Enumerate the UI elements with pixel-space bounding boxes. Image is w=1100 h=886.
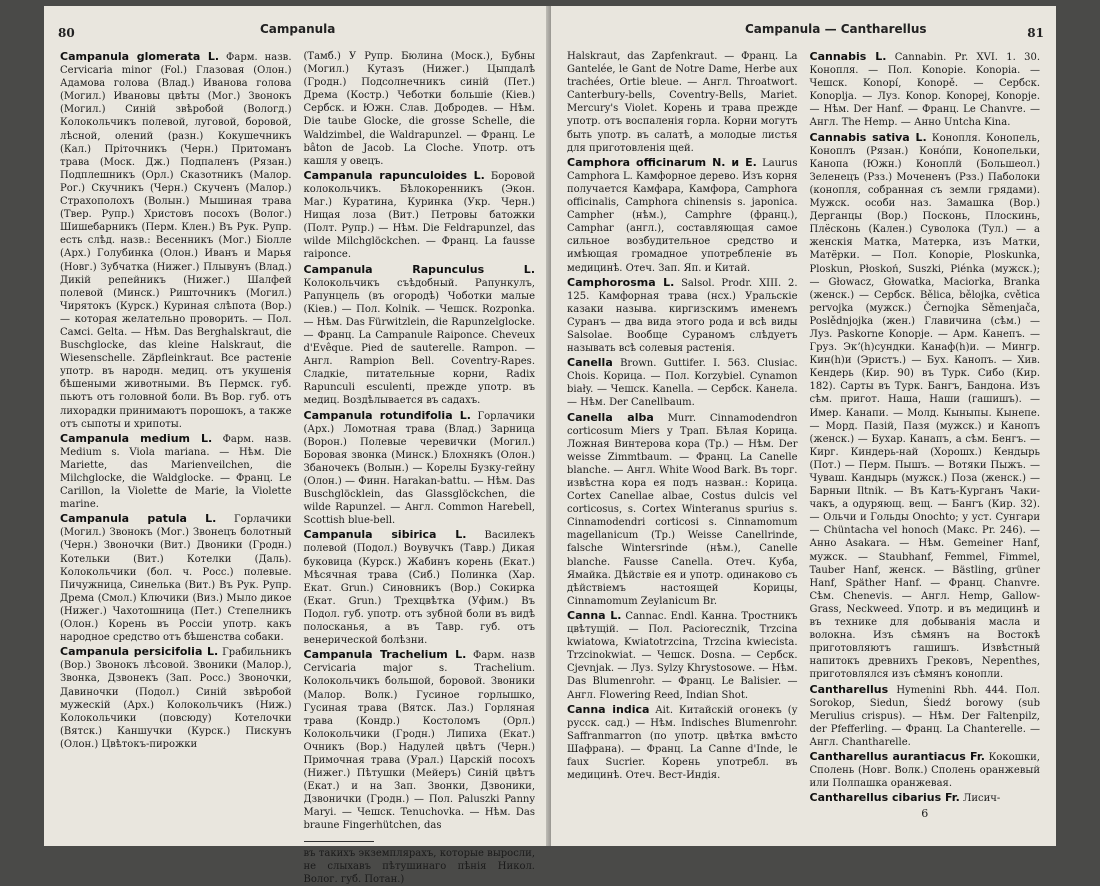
dictionary-entry bbox=[304, 648, 536, 832]
entry-text: Колокольчикъ съѣдобный. Рапункулъ, Рапунцель (въ огородѣ) Чоботки малые (Кіев.) — Пол. Kolnik. — Чешск. Rozponka. — Нѣм. Das Fürwitzlein, die Rapunzelglocke. — Франц. La Campanule Raiponce. Cheveux d'Evêque. Pied de sauterelle. Rampon. — Англ. Rampion Bell. Coventry-Rapes. Сладкіе, питательные корни, Radix Rapunculi esculenti, прежде употр. въ медиц. Воздѣлывается въ садахъ. bbox=[303, 277, 535, 407]
entry-headword: Camphora officinarum N. и E. bbox=[567, 155, 757, 169]
entry-text: Salsol. Prodr. XIII. 2. 125. Камфорная трава (нсх.) Уральскіе казаки называ. киргизскимъ именемъ Суранъ — два вида этого рода и всѣ виды Salsolae. Вообще Сураномъ слѣдуетъ называть всѣ солевыя растенія. bbox=[567, 277, 798, 355]
entry-text: Hymenini Rbh. 444. Пол. Sorokop, Siedun, Śiedź borowy (sub Merulius crispus). — Нѣм. Der Faltenpilz, der Pfefferling. — Франц. La Chanterelle. — Англ. Chantharelle. bbox=[809, 684, 1040, 748]
dictionary-entry bbox=[304, 409, 536, 528]
entry-headword: Canna indica bbox=[567, 702, 650, 716]
entry-text: Laurus Camphora L. Камфорное дерево. Изъ корня получается Камфара, Камфора, Camphora officinalis, Camphora chinensis s. japonica. Campher (нѣм.), Camphre (франц.), Camphar (англ.), составляющая самое сильное возбудительное средство и имѣющая громадное употребленіе въ медицинѣ. Отеч. Зап. Яп. и Китай. bbox=[567, 157, 798, 274]
dictionary-entry bbox=[60, 512, 292, 644]
dictionary-entry bbox=[810, 683, 1041, 749]
entry-text: Грабильникъ (Вор.) Звонокъ лѣсовой. Звоники (Малор.), Звонка, Дзвонекъ (Зап. Росс.) Звоночки, Давиночки (Подол.) Синій звѣробой мужескій (Арх.) Колокольчикъ (Ниж.) Колокольчики (повсюду) Котелочки (Вятск.) Каншучки (Курск.) Пискунъ (Олон.) Цвѣтокъ-пирожки bbox=[60, 647, 292, 750]
left-page-number: 80 bbox=[58, 26, 75, 40]
entry-text: Кокошки, Сполень (Новг. Волк.) Сполень оранжевый или Полпашка оранжевая. bbox=[809, 751, 1040, 790]
entry-headword: Campanula persicifolia L. bbox=[60, 645, 219, 659]
entry-headword: Campanula sibirica L. bbox=[303, 528, 467, 542]
entry-text: Halskraut, das Zapfenkraut. — Франц. La Gantelée, le Gant de Notre Dame, Herbe aux trachées, Ortie bleue. — Англ. Throatwort. Canterbury-bells, Coventry-Bells, Mariet. Mercury's Violet. Корень и трава прежде употр. отъ воспаленія горла. Корни могутъ быть употр. въ салатѣ, а молодые листья для приготовленія щей. bbox=[567, 51, 798, 154]
footnote: въ такихъ экземплярахъ, которые выросли, не слыхавъ пѣтушинаго пѣнія Никол. Волог. губ. Потан.) bbox=[303, 847, 535, 885]
entry-text: Конопля. Конопель, Коноплъ (Рязан.) Коно́пи, Конопельки, Канопа (Южн.) Коноплй (Большеол.) Зеленецъ (Рзз.) Мочененъ (Рзз.) Паболоки (конопля, собранная съ земли грядами). Мужск. особи наз. Замашка (Вор.) Дерганцы (Вор.) Посконь, Плоскинь, Плёсконь (Кален.) Суволока (Тул.) — а женскія Матка, Матерка, изъ Матки, Матёрки. — Пол. Konopie, Ploskunka, Plоskun, Płoskoń, Suszki, Piénka (мужск.); — Głowacz, Głowatka, Maciorka, Branka (женск.) — Сербск. Bělica, bělojka, cvětica pervojka (мужск.) Černojka Sěmenjača, Poslědnjojka (жен.) Главичина (сѣм.) — Луз. Paskorne Konopje. — Арм. Канепъ. — Груз. Экʼ(h)сундки. Канаф(h)и. — Мингр. Кин(h)и (Эристъ.) — Бух. Канопъ. — Хив. Кендерь (Кир. 90) въ Турк. Сибо (Кир. 182). Сарты въ Турк. Бангъ, Бандона. Изъ сѣм. пригот. Наша, Наши (гашишъ). — Имер. Канапи. — Молд. Кыныпы. Кынепе. — Морд. Пазій, Пазя (мужск.) и Канопъ (женск.) — Бухар. Канапъ, а сѣм. Бенгъ. — Кирг. Киндерь-най (Хорошх.) Кендырь (Пот.) — Перм. Пышъ. — Вотяки Пыжъ. — Чуваш. Кандырь (мужск.) Поза (женск.) — Барныи Iltnik. — Въ Катъ-Курганъ Чаки-чакъ, а одуряющ. вещ. — Бангъ (Кир. 32). — Ольчи и Гольды Onochto; у уст. Сунгари — Chüntacha vel honoch (Макс. Pr. 246). — Анно Asakara. — Нѣм. Gemeiner Hanf, мужск. — Staubhanf, Femmel, Fimmel, Tauber Hanf, женск. — Bästling, grüner Hanf, Späther Hanf. — Франц. Chanvre. Сѣм. Chenevis. — Англ. Hemp, Gallow-Grass, Neckweed. Употр. и въ медицинѣ и въ технике для добыванія масла и волокна. Изъ сѣмянъ на Востокѣ приготовляютъ гашишъ. Извѣстный напитокъ древнихъ Грековъ, Nepenthes, приготовлялся изъ сѣмянъ конопли. bbox=[809, 132, 1040, 681]
dictionary-entry bbox=[60, 50, 292, 431]
dictionary-entry bbox=[567, 276, 798, 356]
entry-headword: Campanula Rapunculus L. bbox=[303, 262, 535, 276]
dictionary-entry bbox=[60, 645, 292, 751]
entry-headword: Campanula rapunculoides L. bbox=[303, 168, 485, 182]
dictionary-entry bbox=[304, 528, 536, 647]
dictionary-entry bbox=[60, 432, 292, 512]
entry-text: Murr. Cinnamodendron corticosum Miers у Трап. Бѣлая Корица. Ложная Винтерова кора (Тр.) — Нѣм. Der weisse Zimmtbaum. — Франц. La Canelle blanche. — Англ. White Wood Bark. Въ торг. извѣстна кора ея подъ назван.: Корица. Cortex Canellae albae, Costus dulcis vel corticosus, s. Cortex Winteranus spurius s. Cinnamodendri corticosi s. Cinnamomum magellanicum (Тр.) Weisse Canellrinde, falsche Wintersrinde (нѣм.), Canelle blanche. Fausse Canella. Отеч. Куба, Ямайка. Дѣйствіе ея и употр. одинаково съ дѣйствіемъ настоящей Корицы, Cinnamomum Zeylanicum Br. bbox=[567, 412, 798, 607]
right-page-number: 81 bbox=[1027, 26, 1044, 40]
entry-headword: Campanula patula L. bbox=[60, 512, 217, 526]
footnote-rule bbox=[304, 841, 374, 842]
dictionary-entry bbox=[810, 50, 1041, 130]
left-column-2 bbox=[304, 50, 536, 886]
entry-text: Боровой колокольчикъ. Бѣлокоренникъ (Экон. Маг.) Куратина, Куринка (Укр. Черн.) Нищая лоза (Вит.) Петровы батожки (Полт. Рупр.) — Нѣм. Die Feldrapunzel, das wilde Milchglöckchen. — Франц. La fausse raiponce. bbox=[303, 170, 535, 261]
entry-headword: Campanula medium L. bbox=[60, 431, 213, 445]
entry-headword: Canna L. bbox=[567, 608, 622, 622]
dictionary-entry bbox=[304, 50, 536, 168]
entry-text: Горлачики (Арх.) Ломотная трава (Влад.) Зарница (Ворон.) Полевые черевички (Могил.) Боровая звонка (Минск.) Блохнякъ (Олон.) Збаночекъ (Волын.) — Корелы Бузку-гейну (Олон.) — Финн. Harakan-battu. — Нѣм. Das Buschglöcklein, das Glassglöckchen, die wilde Rapunzel. — Англ. Common Harebell, Scottish blue-bell. bbox=[303, 410, 535, 527]
dictionary-entry bbox=[810, 791, 1041, 805]
right-running-head: Campanula — Cantharellus bbox=[745, 22, 927, 36]
entry-text: Фарм. назв Cervicaria major s. Trachelium. Колокольчикъ большой, боровой. Звоники (Малор. Волк.) Гусиное горлышко, Гусиная трава (Вятск. Лаз.) Горляная трава (Кондр.) Костоломъ (Орл.) Колокольчики (Гродн.) Липиха (Екат.) Очникъ (Вор.) Надулей цвѣтъ (Черн.) Примочная трава (Урал.) Царскій посохъ (Нижег.) Пѣтушки (Мейеръ) Синій цвѣтъ (Екат.) и на Зап. Звонки, Дзвоники, Дзвонички (Гродн.) — Пол. Paluszki Panny Maryi. — Чешск. Tenuchovka. — Нѣм. Das braune Fingerhütchen, das bbox=[303, 650, 535, 832]
entry-text: Лисич- bbox=[959, 793, 1001, 805]
left-running-head: Campanula bbox=[260, 22, 336, 36]
right-page-header bbox=[567, 20, 1044, 40]
entry-text: (Тамб.) У Рупр. Бюлина (Моск.), Бубны (Могил.) Кутазъ (Нижег.) Цыпдалѣ (Гродн.) Подсолнечникъ синій (Пет.) Дрема (Костр.) Чеботки большіе (Кіев.) Сербск. и Южн. Слав. Добродев. — Нѣм. Die taube Glocke, die grosse Schelle, die Waldzimbel, die Waldrapunzel. — Франц. Le bâton de Jacob. La Cloche. Употр. отъ кашля у овецъ. bbox=[303, 51, 535, 167]
left-column-1 bbox=[60, 50, 292, 886]
dictionary-entry bbox=[304, 263, 536, 408]
entry-text: Фарм. назв. Medium s. Viola mariana. — Нѣм. Die Mariette, das Marienveilchen, die Milchglocke, die Waldglocke. — Франц. Le Carillon, la Violette de Marie, la Violette marine. bbox=[60, 433, 292, 511]
right-page bbox=[551, 6, 1056, 846]
dictionary-entry bbox=[567, 703, 798, 783]
entry-text: Ait. Китайскій огонекъ (у русск. сад.) — Нѣм. Indisches Blumenrohr. Saffranmarron (по употр. цвѣтка вмѣсто Шафрана). — Франц. La Canne d'Inde, le faux Sucrier. Корень употребл. въ медицинѣ. Отеч. Вест-Индія. bbox=[567, 704, 798, 782]
entry-headword: Cantharellus aurantiacus Fr. bbox=[809, 749, 985, 763]
entry-text: Cannac. Endl. Канна. Тростникъ цвѣтущій. — Пол. Paciorecznik, Trzcina kwiatowa, Kwiatotrzcina, Trzcina kwiecista. Trzcinokwiat. — Чешск. Dosna. — Сербск. Cjevnjak. — Луз. Sylzy Khrystosowe. — Нѣм. Das Blumenrohr. — Франц. Le Balisier. — Англ. Flowering Reed, Indian Shot. bbox=[567, 610, 798, 701]
entry-text: Василекъ полевой (Подол.) Воувучкъ (Тавр.) Дикая буковица (Курск.) Жабинъ корень (Екат.) Мѣсячная трава (Сиб.) Полинка (Хар. Екат. Grun.) Синовникъ (Вор.) Сокирка (Екат. Grun.) Трехцвѣтка (Уфим.) Въ Подол. губ. употр. отъ зубной боли въ видѣ полосканья, а въ Тавр. губ. отъ венерической болѣзни. bbox=[303, 530, 536, 647]
entry-headword: Canella bbox=[567, 356, 613, 370]
entry-text: Cannabin. Pr. XVI. 1. 30. Конопля. — Пол. Konopie. Konopia. — Чешск. Konopí, Konopě. — Сербск. Konoplja. — Луз. Konop. Konopej, Konopje. — Нѣм. Der Hanf. — Франц. Le Chanvre. — Англ. The Hemp. — Анно Untcha Kina. bbox=[809, 52, 1040, 129]
dictionary-entry bbox=[810, 750, 1041, 790]
dictionary-entry bbox=[567, 411, 798, 608]
entry-text: Фарм. назв. Cervicaria minor (Fol.) Глазовая (Олон.) Адамова голова (Влад.) Ивановa голова (Могил.) Ивановы цвѣты (Мог.) Звонокъ (Могил.) Синій звѣробой (Вологд.) Колокольчикъ полевой, луговой, боровой, лѣсной, олений (разн.) Кокушечникъ (Кал.) Пріточникъ (Черн.) Притоманъ трава (Моск. Дж.) Подпаленъ (Рязан.) Подплешникъ (Орл.) Сказотникъ (Малор. Рог.) Скучникъ (Черн.) Скученъ (Малор.) Страхополохъ (Волын.) Мышиная трава (Твер. Рупр.) Христовъ посохъ (Волог.) Шишебарникъ (Перм. Клен.) Въ Рук. Рупр. есть слѣд. назв.: Весенникъ (Мог.) Біолле (Арх.) Голубинка (Олон.) Иванъ и Марья (Новг.) Зубчатка (Нижег.) Плывунъ (Влад.) Дикій репейникъ (Нижег.) Шалфей полевой (Минск.) Ришточникъ (Могил.) Чирятокъ (Курск.) Куриная слѣпота (Вор.) — которая желательно проворить. — Пол. Самсі. Gelta. — Нѣм. Das Berghalskraut, die Buschglocke, das kleine Halskraut, die Wiesenschelle. Zäpfleinkraut. Все растеніе употр. въ народн. медиц. отъ укушенія бѣшеными животными. Въ Пермск. губ. пьютъ отъ головной боли. Въ Вор. губ. отъ лихорадки принимаютъ порошокъ, а также отъ сыпоты и хрипоты. bbox=[60, 52, 292, 430]
right-column-1 bbox=[567, 50, 798, 820]
entry-headword: Camphorosma L. bbox=[567, 275, 675, 289]
entry-headword: Campanula glomerata L. bbox=[60, 50, 220, 63]
dictionary-entry bbox=[304, 169, 536, 262]
entry-text: Brown. Guttifer. I. 563. Clusiac. Chois. Корица. — Пол. Korzybiel. Cynamon biały. — Чешск. Kanella. — Сербск. Канела. — Нѣм. Der Canellbaum. bbox=[567, 358, 798, 409]
entry-headword: Cantharellus cibarius Fr. bbox=[809, 791, 960, 805]
dictionary-entry bbox=[567, 356, 798, 409]
entry-text: Горлачики (Могил.) Звонокъ (Мог.) Звонецъ болотный (Черн.) Звоночки (Вит.) Двоники (Гродн.) Котельки (Вит.) Котелки (Даль). Колокольчики (бол. ч. Росс.) полевые. Пичужница, Синелька (Вит.) Въ Рук. Рупр. Дрема (Смол.) Ключики (Виз.) Мыло дикое (Нижег.) Чахотошница (Пет.) Степелникъ (Олон.) Корень въ Россіи употр. какъ народное средство отъ бѣшенства собаки. bbox=[60, 514, 292, 644]
left-page-header bbox=[60, 20, 535, 40]
entry-headword: Campanula rotundifolia L. bbox=[303, 408, 471, 422]
entry-headword: Campanula Trachelium L. bbox=[303, 648, 467, 662]
dictionary-entry bbox=[567, 50, 798, 155]
entry-headword: Cannabis L. bbox=[809, 50, 887, 63]
entry-headword: Canella alba bbox=[567, 410, 654, 424]
entry-headword: Cannabis sativa L. bbox=[809, 130, 927, 144]
left-page bbox=[44, 6, 551, 885]
dictionary-entry bbox=[567, 156, 798, 275]
dictionary-entry bbox=[567, 609, 798, 702]
dictionary-entry bbox=[810, 131, 1041, 682]
right-column-2 bbox=[810, 50, 1041, 820]
signature-mark: 6 bbox=[921, 807, 929, 821]
entry-headword: Cantharellus bbox=[809, 682, 889, 696]
